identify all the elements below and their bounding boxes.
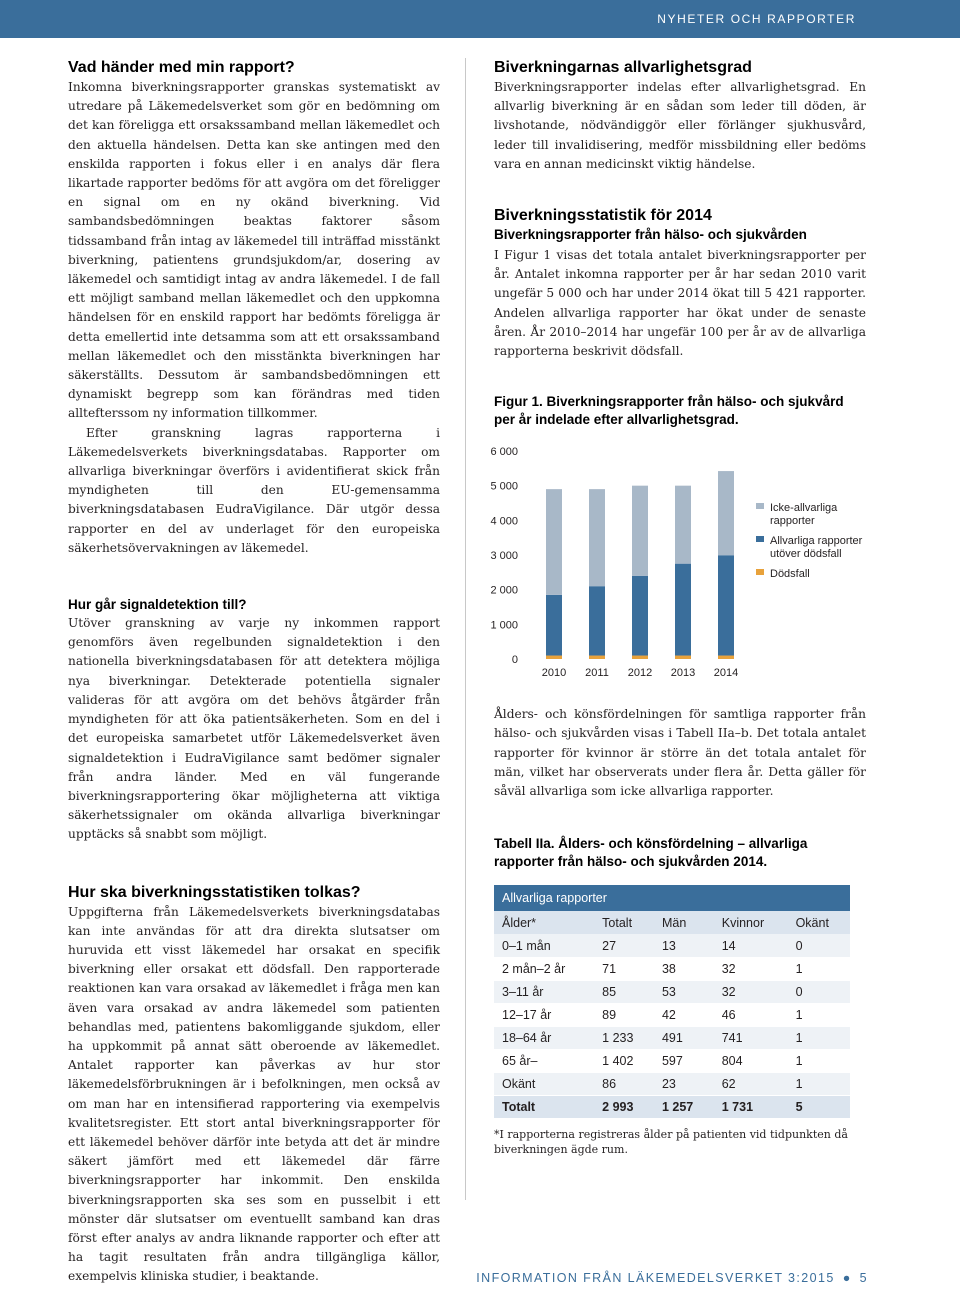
table-cell: 741 [714,1026,788,1049]
table-column-header: Totalt [594,911,654,934]
table-column-header: Män [654,911,714,934]
x-tick-label: 2013 [670,667,696,680]
table-cell: 5 [788,1095,850,1118]
x-tick-label: 2012 [627,667,653,680]
bar-segment [632,576,648,656]
paragraph: Ålders- och könsfördelningen för samtliga rapporter från hälso- och sjukvården visas i Tabell IIa–b. Det totala antalet rapporter för kvinnor är större än det totala antalet för män, vilket har observerats under flera år. Detta gäller för såväl allvarliga som icke allvarliga rapporter. [494,707,866,799]
table-cell: 14 [714,934,788,957]
bar-segment [718,555,734,655]
bar-segment [589,656,605,659]
y-tick-label: 5 000 [490,480,518,493]
bar-segment [718,471,734,555]
table-cell: 1 [788,1072,850,1095]
section-title: NYHETER OCH RAPPORTER [657,12,856,26]
y-tick-label: 6 000 [490,446,518,459]
table-cell: 597 [654,1049,714,1072]
table-cell: 62 [714,1072,788,1095]
bar-segment [675,486,691,564]
table-cell: 89 [594,1003,654,1026]
paragraph: Biverkningsrapporter indelas efter allvarlighetsgrad. En allvarlig biverkning är en sådan som leder till döden, är livshotande, nödvändiggör eller förlänger sjukhusvård, leder till invalidisering, medför missbildning eller bedöms vara en annan medicinskt viktig händelse. [494,80,866,171]
table-cell: 2 mån–2 år [494,957,594,980]
table-cell: 1 233 [594,1026,654,1049]
table-row [494,1072,850,1095]
table-cell: 46 [714,1003,788,1026]
figure-caption: Figur 1. Biverkningsrapporter från hälso- och sjukvård per år indelade efter allvarlighetsgrad. [494,394,844,428]
table-column-header: Ålder* [494,911,594,934]
table-row [494,934,850,957]
subheading-healthcare-reports: Biverkningsrapporter från hälso- och sjukvården [494,227,807,243]
heading-report-handling: Vad händer med min rapport? [68,59,295,76]
publication-name: INFORMATION FRÅN LÄKEMEDELSVERKET 3:2015 [476,1271,835,1285]
table-cell: 0 [788,980,850,1003]
table-cell: 1 731 [714,1095,788,1118]
table-cell: 23 [654,1072,714,1095]
x-tick-label: 2010 [541,667,567,680]
chart-canvas [490,441,866,681]
table-cell: 71 [594,957,654,980]
table-row [494,1026,850,1049]
table-cell: 85 [594,980,654,1003]
table-cell: 32 [714,980,788,1003]
table-cell: Okänt [494,1072,594,1095]
age-sex-table [494,885,850,1119]
bullet-icon: ● [842,1271,852,1285]
paragraph: Utöver granskning av varje ny inkommen rapport genomförs även regelbunden signaldetektion i den nationella biverkningsdatabasen för att detektera möjliga nya biverkningar. Detekterade potentiella signaler valideras för att avgöra om det behövs åtgärder från myndigheten för att öka patientsäkerheten. Som en del i det europeiska samarbetet utför Läkemedelsverket även signaldetektion i EudraVigilance samt bedömer signaler från andra länder. Med en väl fungerande biverkningsrapportering ökar möjligheterna att viktiga säkerhetssignaler om okända allvarliga biverkningar upptäcks så snabbt som möjligt. [68,616,440,842]
y-tick-label: 2 000 [490,584,518,597]
table-cell: 53 [654,980,714,1003]
header-bar [0,0,960,38]
paragraph: Uppgifterna från Läkemedelsverkets biverkningsdatabas kan inte användas för att dra direkta slutsatser om huruvida ett visst läkemedel har orsakat en specifik biverkning eller orsakat ett dödsfall. Den rapporterade reaktionen kan vara orsakad av läkemedlet i fråga men kan även vara orsakad av andra läkemedel som patienten behandlas med, patientens bakomliggande sjukdom, eller ha uppkommit på annat sätt oberoende av läkemedlet. Antalet rapporter kan påverkas av hur stor läkemedelsförbrukningen är i befolkningen, men också av om man har en intensifierad rapportering via exempelvis kvalitetsregister. Ett stort antal biverkningsrapporter för ett läkemedel behöver därför inte betyda att det är mindre säkert jämfört med ett läkemedel där färre biverkningsrapporter har inkommit. Den enskilda biverkningsrapporten ska ses som en pusselbit i ett mönster där slutsatser om eventuellt samband kan dras först efter analys av andra liknande rapporter och efter att ha tagit resultaten från andra tillgängliga källor, exempelvis kliniska studier, i beaktande. [68,904,440,1284]
table-cell: 32 [714,957,788,980]
table-cell: 1 257 [654,1095,714,1118]
bar-segment [546,595,562,656]
table-cell: 65 år– [494,1049,594,1072]
page-number: 5 [859,1271,868,1285]
y-tick-label: 1 000 [490,619,518,632]
table-cell: 12–17 år [494,1003,594,1026]
y-tick-label: 0 [511,654,518,667]
table-row [494,1049,850,1072]
table-column-header: Kvinnor [714,911,788,934]
bar-segment [546,656,562,659]
bar-segment [675,564,691,656]
stacked-bar-chart [490,441,866,681]
table-column-header: Okänt [788,911,850,934]
table-cell: 804 [714,1049,788,1072]
table-cell: 1 [788,1026,850,1049]
table-cell: 42 [654,1003,714,1026]
heading-signal-detection: Hur går signaldetektion till? [68,597,247,613]
y-tick-label: 4 000 [490,515,518,528]
table-row [494,957,850,980]
column-divider [465,58,466,1200]
paragraph: Inkomna biverkningsrapporter granskas systematiskt av utredare på Läkemedelsverket som gör en bedömning om det kan föreligga ett orsakssamband mellan läkemedlet och den aktuella händelsen. Detta kan ske antingen med den enskilda rapporten i fokus eller i en analys där flera likartade rapporter bedöms för att avgöra om det föreligger en signal om en ny okänd biverkning. Vid sambandsbedömningen beaktas faktorer såsom tidssamband från intag av läkemedel till inträffad misstänkt biverkning, patientens grundsjukdom/ar, dosering av läkemedel och samtidigt intag av andra läkemedel. I de fall ett möjligt samband mellan läkemedlet och den uppkomna händelsen för en enskild rapport har bedömts föreligga är detta emellertid inte detsamma som att ett orsakssamband mellan läkemedlet och den misstänkta biverkningen har säkerställts. Dessutom är sambandsbedömningen ett dynamiskt begrepp som kan förändras med tiden alltefterssom ny information tillkommer. [68,80,440,421]
legend-swatch [756,503,764,509]
table-header-row [494,911,850,934]
table-cell: 0 [788,934,850,957]
table-row [494,1003,850,1026]
paragraph: I Figur 1 visas det totala antalet biverkningsrapporter per år. Antalet inkomna rapporter per år har sedan 2010 varit ungefär 5 000 och har under 2014 ökat till 5 421 rapporter. Andelen allvarliga rapporter har ökat under de senaste åren. År 2010–2014 har ungefär 100 per år av de allvarliga rapporterna beskrivit dödsfall. [494,248,866,359]
legend-swatch [756,536,764,542]
table-cell: 1 [788,957,850,980]
table-caption: Tabell IIa. Ålders- och könsfördelning – allvarliga rapporter från hälso- och sjukvården 2014. [494,836,808,870]
table-cell: 3–11 år [494,980,594,1003]
table-cell: 27 [594,934,654,957]
left-column [68,58,440,1287]
bar-segment [632,486,648,576]
x-tick-label: 2014 [713,667,739,680]
table-cell: 13 [654,934,714,957]
heading-statistics-2014: Biverkningsstatistik för 2014 [494,207,712,225]
legend-label: Allvarliga rapporter utöver dödsfall [770,535,863,561]
bar-segment [675,656,691,659]
table-cell: Totalt [494,1095,594,1118]
y-tick-label: 3 000 [490,550,518,563]
table-cell: 18–64 år [494,1026,594,1049]
paragraph: Efter granskning lagras rapporterna i Läkemedelsverkets biverkningsdatabas. Rapporter om allvarliga biverkningar överförs i avidentifierat skick från myndigheten till den EU-gemensamma biverkningsdatabasen EudraVigilance. Där utgör dessa rapporter en del av underlaget för den europeiska säkerhetsövervakningen av läkemedel. [68,425,440,555]
bar-segment [718,656,734,659]
table-cell: 38 [654,957,714,980]
legend-swatch [756,569,764,575]
table-cell: 491 [654,1026,714,1049]
bar-segment [632,656,648,659]
legend-label: Icke-allvarliga rapporter [770,502,838,528]
bar-segment [589,586,605,655]
x-tick-label: 2011 [585,667,609,680]
bar-segment [589,489,605,586]
table-row [494,980,850,1003]
table-title: Allvarliga rapporter [494,885,850,911]
legend-label: Dödsfall [770,568,810,581]
table-cell: 0–1 mån [494,934,594,957]
heading-statistics-interpretation: Hur ska biverkningsstatistiken tolkas? [68,883,361,901]
heading-severity: Biverkningarnas allvarlighetsgrad [494,59,752,76]
table-cell: 86 [594,1072,654,1095]
right-column [490,58,866,1157]
table-total-row [494,1095,850,1118]
page-footer [476,1271,868,1285]
bar-segment [546,489,562,595]
table-cell: 1 [788,1049,850,1072]
table-cell: 2 993 [594,1095,654,1118]
table-footnote: *I rapporterna registreras ålder på patienten vid tidpunkten då biverkningen ägde rum. [494,1127,848,1156]
table-cell: 1 402 [594,1049,654,1072]
table-cell: 1 [788,1003,850,1026]
